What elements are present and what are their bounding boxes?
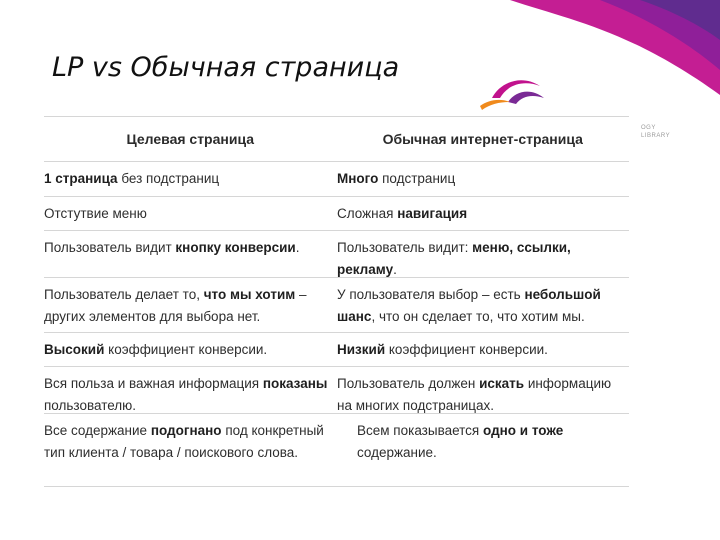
- landing-page-cell: [44, 162, 337, 196]
- cell-text: подстраниц: [378, 171, 456, 186]
- cell-text: коэффициент конверсии.: [104, 342, 268, 357]
- table-row: [44, 197, 629, 231]
- landing-page-cell: [44, 414, 337, 486]
- cell-text-bold: навигация: [397, 206, 468, 221]
- comparison-table: [44, 116, 629, 487]
- cell-text: Все содержание: [44, 423, 151, 438]
- cell-text-bold: кнопку конверсии: [175, 240, 296, 255]
- cell-text: пользователю.: [44, 398, 137, 413]
- cell-text-bold: искать: [479, 376, 525, 391]
- cell-text-bold: небольшой шанс: [337, 287, 601, 324]
- cell-text-bold: одно и тоже: [483, 423, 564, 438]
- logo-swirl-icon: [478, 72, 550, 112]
- header-regular-page: Обычная интернет-страница: [382, 131, 583, 147]
- regular-page-cell: [337, 414, 629, 486]
- cell-text: под конкретный тип клиента / товара / поискового слова.: [44, 423, 324, 460]
- landing-page-cell: [44, 197, 337, 230]
- logo-text-line-1: OGY: [641, 125, 656, 131]
- table-header: [44, 117, 629, 162]
- cell-text: – других элементов для выбора нет.: [44, 287, 307, 324]
- cell-text-bold: что мы хотим: [203, 287, 296, 302]
- landing-page-cell: [44, 367, 337, 413]
- regular-page-cell: [337, 162, 629, 196]
- cell-text: Сложная: [337, 206, 398, 221]
- cell-text-bold: подогнано: [150, 423, 222, 438]
- cell-text-bold: 1 страница: [44, 171, 118, 186]
- regular-page-cell: [337, 197, 629, 230]
- table-row: [44, 162, 629, 197]
- cell-text: содержание.: [357, 445, 437, 460]
- table-row: [44, 367, 629, 414]
- cell-text: У пользователя выбор – есть: [337, 287, 525, 302]
- table-row: [44, 333, 629, 367]
- cell-text: Всем показывается: [357, 423, 483, 438]
- table-body: [44, 162, 629, 487]
- cell-text: информацию на многих подстраницах.: [337, 376, 612, 413]
- cell-text: Пользователь должен: [337, 376, 480, 391]
- cell-text-bold: Низкий: [337, 342, 386, 357]
- cell-text: .: [295, 240, 300, 255]
- landing-page-cell: [44, 278, 337, 332]
- cell-text-bold: Высокий: [44, 342, 105, 357]
- landing-page-cell: [44, 231, 337, 277]
- cell-text: коэффициент конверсии.: [385, 342, 548, 357]
- cell-text: без подстраниц: [117, 171, 220, 186]
- cell-text-bold: показаны: [262, 376, 328, 391]
- cell-text: Пользователь видит:: [337, 240, 473, 255]
- cell-text-bold: меню, ссылки, рекламу: [337, 240, 571, 277]
- slide-title: LP vs Обычная страница: [52, 52, 400, 83]
- table-row: [44, 278, 629, 333]
- logo-text-line-2: LIBRARY: [641, 133, 671, 139]
- regular-page-cell: [337, 278, 629, 332]
- cell-text: Пользователь видит: [44, 240, 176, 255]
- regular-page-cell: [337, 367, 629, 413]
- cell-text: Вся польза и важная информация: [44, 376, 263, 391]
- cell-text: , что он сделает то, что хотим мы.: [371, 309, 585, 324]
- cell-text: Пользователь делает то,: [44, 287, 204, 302]
- regular-page-cell: [337, 231, 629, 277]
- header-landing-page: Целевая страница: [126, 131, 255, 147]
- cell-text: .: [393, 262, 397, 277]
- table-row: [44, 414, 629, 487]
- regular-page-cell: [337, 333, 629, 366]
- cell-text-bold: Много: [337, 171, 379, 186]
- logo-text: [641, 124, 701, 140]
- cell-text: Отстутвие меню: [44, 206, 147, 221]
- landing-page-cell: [44, 333, 337, 366]
- table-row: [44, 231, 629, 278]
